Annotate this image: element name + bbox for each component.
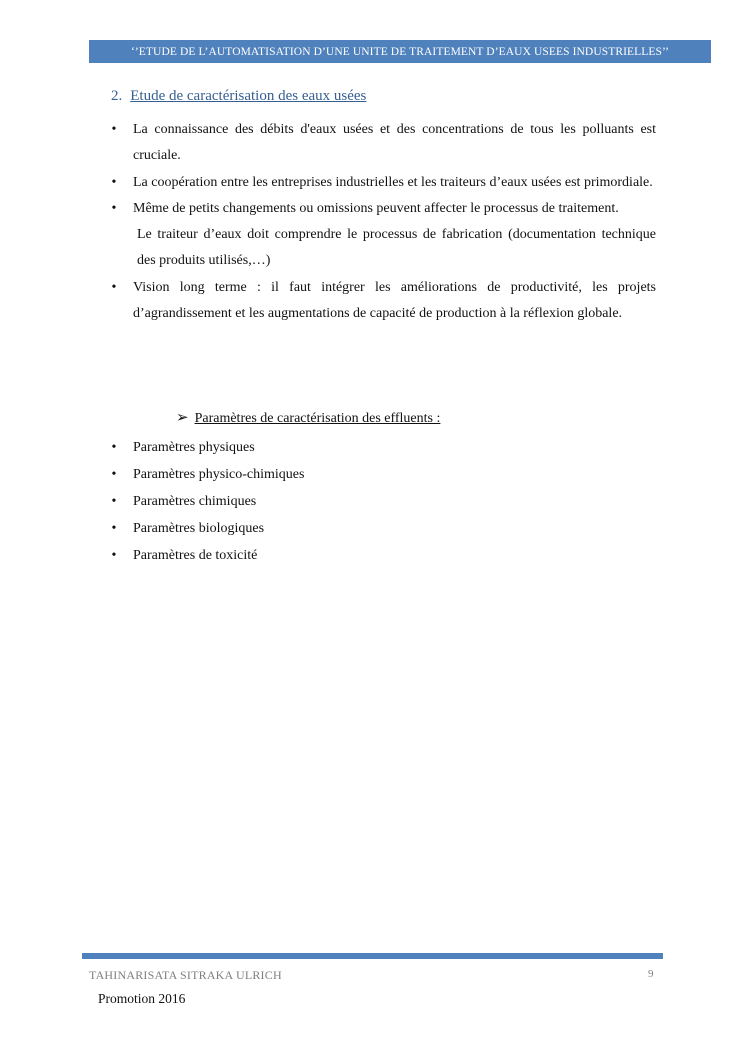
list-item [105,542,304,569]
list-item-text: Même de petits changements ou omissions peuvent affecter le processus de traitement. [133,200,619,216]
list-item-text: Vision long terme : il faut intégrer les améliorations de productivité, les projets d’agrandissement et les augmentations de capacité de production à la réflexion globale. [133,279,656,322]
list-item [105,515,304,542]
running-header [89,40,711,63]
footer-divider [82,953,663,959]
arrow-bullet-icon: ➢ [176,410,189,426]
list-item [105,434,304,461]
list-item [105,196,656,275]
bullet-icon: • [111,174,117,190]
section-title: Etude de caractérisation des eaux usées [130,88,367,104]
list-item-text: Paramètres physiques [133,440,255,455]
list-item [105,170,656,196]
list-item-text: Paramètres chimiques [133,494,257,509]
bullet-icon: • [111,548,117,563]
sub-heading-text: Paramètres de caractérisation des effluents : [194,411,441,426]
list-item-text: Paramètres physico-chimiques [133,467,305,482]
bullet-icon: • [111,494,117,509]
section-number: 2. [111,88,123,104]
list-item-continuation: Le traiteur d’eaux doit comprendre le processus de fabrication (documentation technique des produits utilisés,…) [137,227,656,269]
list-item-text: Paramètres biologiques [133,521,265,536]
list-item [105,488,304,515]
list-item [105,461,304,488]
list-item [105,275,656,328]
list-item [105,117,656,170]
sub-heading [176,408,440,427]
page-number: 9 [648,968,654,980]
bullet-icon: • [111,467,117,482]
header-title: ‘’ETUDE DE L’AUTOMATISATION D’UNE UNITE DE TRAITEMENT D’EAUX USEES INDUSTRIELLES’’ [130,45,670,58]
bullet-icon: • [111,279,117,295]
list-item-text: Paramètres de toxicité [133,548,258,563]
section-heading [111,88,366,105]
footer-author: TAHINARISATA SITRAKA ULRICH [89,968,282,982]
bullet-icon: • [111,521,117,536]
footer-promotion: Promotion 2016 [98,991,186,1006]
bullet-icon: • [111,440,117,455]
bullet-icon: • [111,122,117,137]
list-item-text: La connaissance des débits d'eaux usées et des concentrations de tous les polluants est cruciale. [133,122,656,164]
bullet-list [105,117,656,327]
bullet-icon: • [111,200,117,216]
parameters-list [105,434,304,569]
list-item-text: La coopération entre les entreprises industrielles et les traiteurs d’eaux usées est primordiale. [133,174,653,190]
